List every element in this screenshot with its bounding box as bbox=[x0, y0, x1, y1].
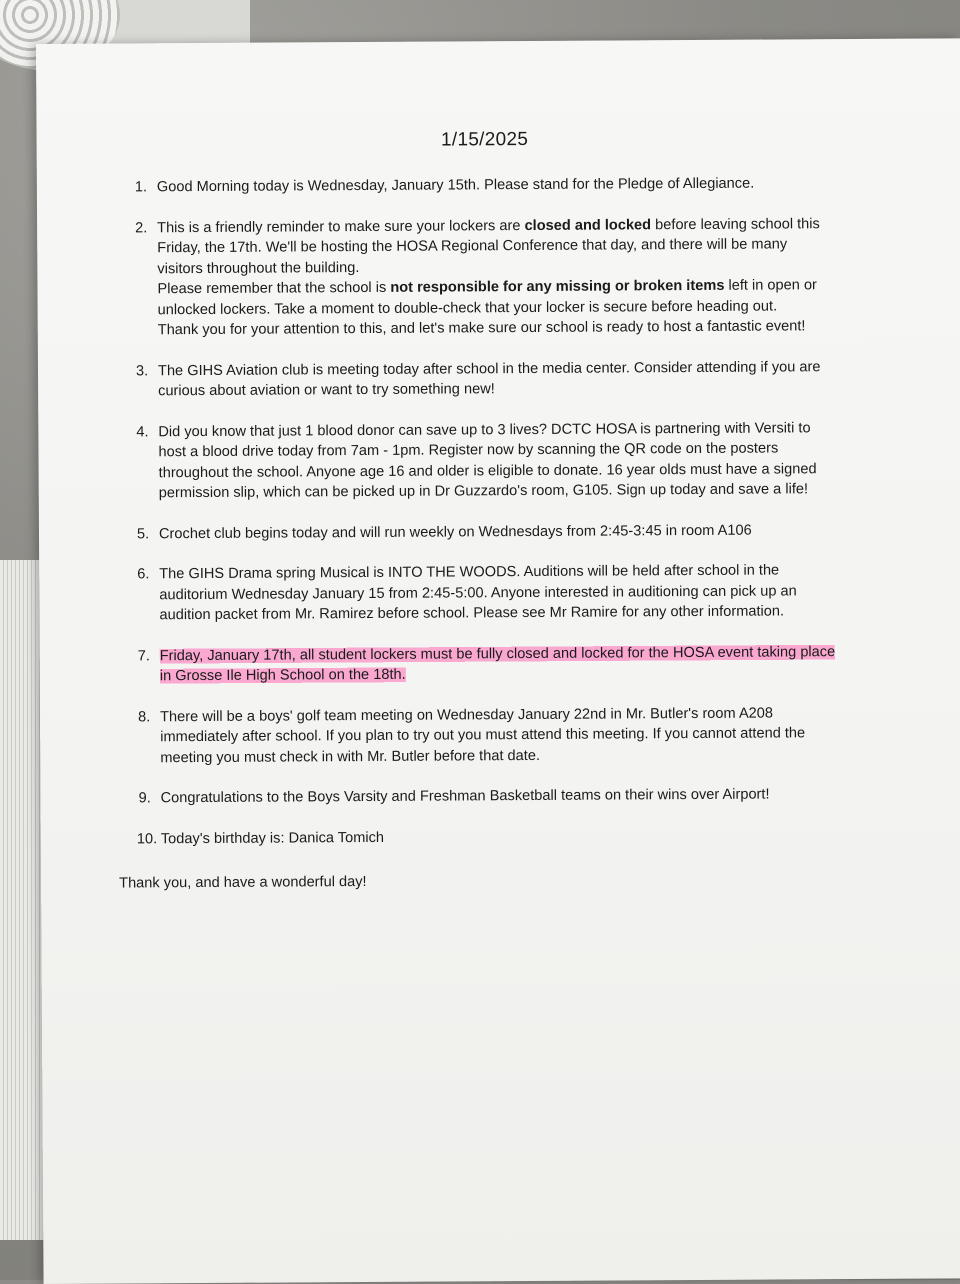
list-item bbox=[116, 418, 836, 504]
list-item bbox=[117, 560, 837, 626]
document-date: 1/15/2025 bbox=[440, 128, 529, 151]
list-item bbox=[115, 173, 835, 198]
item-text: Did you know that just 1 blood donor can save up to 3 lives? DCTC HOSA is partnering with Versiti to host a blood drive today from 7am - 1pm. Register now by scanning the QR code on the posters throughout the school. Anyone age 16 and older is eligible to donate. 16 year olds must have a signed permission slip, which can be picked up in Dr Guzzardo's room, G105. Sign up today and save a life! bbox=[158, 419, 817, 502]
announcement-content bbox=[115, 127, 840, 891]
list-item bbox=[119, 784, 839, 809]
list-item bbox=[119, 825, 839, 850]
highlighted-text: Friday, January 17th, all student lockers must be fully closed and locked for the HOSA event taking place in Grosse Ile High School on the 18th. bbox=[159, 643, 836, 685]
item-paragraph: Thank you for your attention to this, and let's make sure our school is ready to host a fantastic event! bbox=[157, 318, 806, 339]
item-number: 5. bbox=[136, 525, 150, 542]
text-run: This is a friendly reminder to make sure your lockers are bbox=[157, 217, 525, 236]
list-item bbox=[115, 214, 836, 341]
bold-text: closed and locked bbox=[524, 216, 652, 234]
item-text: There will be a boys' golf team meeting on Wednesday January 22nd in Mr. Butler's room A208 immediately after school. If you plan to try out you must attend this meeting. If you cannot attend the meeting you must check in with Mr. Butler before that date. bbox=[160, 705, 806, 766]
item-number: 9. bbox=[138, 790, 151, 807]
announcement-sheet bbox=[36, 38, 960, 1284]
item-number: 1. bbox=[134, 179, 148, 196]
text-run: Please remember that the school is bbox=[157, 279, 391, 298]
bold-text: not responsible for any missing or broken items bbox=[390, 277, 725, 296]
item-text: The GIHS Drama spring Musical is INTO THE WOODS. Auditions will be held after school in the auditorium Wednesday January 15 from 2:45-5:00. Anyone interested in auditioning can pick up an audition packet from Mr. Ramirez before school. Please see Mr Ramire for any other information. bbox=[159, 562, 797, 624]
item-number: 4. bbox=[136, 423, 149, 440]
announcement-list bbox=[115, 173, 839, 849]
list-item bbox=[117, 520, 837, 545]
item-text: Congratulations to the Boys Varsity and Freshman Basketball teams on their wins over Airport! bbox=[160, 786, 770, 807]
text-run: before leaving school this Friday, the 17th. We'll be hosting the HOSA Regional Conference that day, and there will be many visitors throughout the building. bbox=[157, 215, 820, 277]
item-paragraph bbox=[157, 214, 835, 280]
item-text bbox=[160, 642, 838, 687]
text-run: left in open or unlocked lockers. Take a moment to double-check that your locker is secure before heading out. bbox=[157, 277, 817, 318]
item-number: 2. bbox=[135, 219, 148, 236]
list-item-highlighted bbox=[118, 642, 838, 687]
item-number: 7. bbox=[137, 647, 150, 664]
item-text: The GIHS Aviation club is meeting today after school in the media center. Consider attending if you are curious about aviation or want to try something new! bbox=[157, 358, 821, 400]
item-text: Good Morning today is Wednesday, January 15th. Please stand for the Pledge of Allegiance. bbox=[156, 175, 755, 196]
closing-line: Thank you, and have a wonderful day! bbox=[119, 873, 367, 892]
item-text: Today's birthday is: Danica Tomich bbox=[160, 829, 385, 847]
item-number: 6. bbox=[137, 566, 150, 583]
item-number: 8. bbox=[138, 708, 151, 725]
item-paragraph bbox=[157, 275, 835, 320]
item-text: Crochet club begins today and will run weekly on Wednesdays from 2:45-3:45 in room A106 bbox=[158, 522, 752, 542]
item-number: 10. bbox=[136, 830, 158, 847]
list-item bbox=[116, 357, 836, 402]
list-item bbox=[118, 703, 838, 769]
item-number: 3. bbox=[135, 362, 149, 379]
